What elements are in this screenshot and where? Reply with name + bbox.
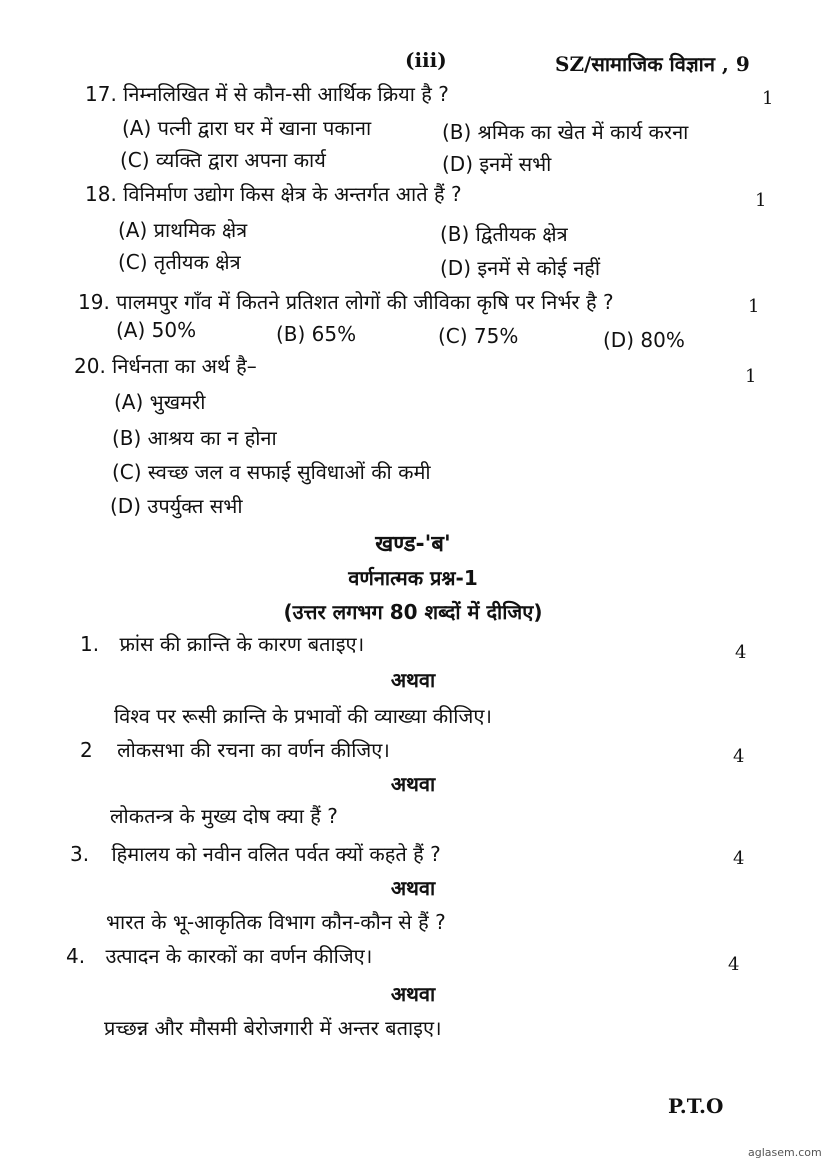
option-a: (A) पत्नी द्वारा घर में खाना पकाना — [122, 116, 372, 140]
pto-label: P.T.O — [668, 1094, 724, 1118]
question-19 — [78, 288, 614, 315]
marks: 4 — [728, 954, 740, 975]
question-text: विनिर्माण उद्योग किस क्षेत्र के अन्तर्गत आते हैं ? — [123, 182, 462, 206]
option-c: (C) स्वच्छ जल व सफाई सुविधाओं की कमी — [112, 460, 431, 484]
question-text: लोकसभा की रचना का वर्णन कीजिए। — [117, 738, 390, 762]
or-label: अथवा — [390, 876, 436, 900]
section-title: खण्ड-'ब' — [375, 532, 451, 557]
question-number: 19. — [78, 290, 110, 314]
or-label: अथवा — [390, 668, 436, 692]
question-number: 2 — [80, 738, 93, 762]
question-text: फ्रांस की क्रान्ति के कारण बताइए। — [119, 632, 365, 656]
watermark: aglasem.com — [748, 1146, 822, 1159]
descriptive-question-1 — [80, 630, 364, 657]
option-a: (A) 50% — [116, 318, 197, 342]
question-number: 4. — [66, 944, 86, 968]
alternative-question: प्रच्छन्न और मौसमी बेरोजगारी में अन्तर बताइए। — [104, 1016, 442, 1040]
section-instruction: (उत्तर लगभग 80 शब्दों में दीजिए) — [283, 600, 543, 624]
question-17 — [85, 80, 449, 107]
question-text: पालमपुर गाँव में कितने प्रतिशत लोगों की जीविका कृषि पर निर्भर है ? — [116, 290, 614, 314]
descriptive-question-4 — [66, 942, 372, 969]
option-a: (A) भुखमरी — [114, 390, 206, 414]
question-number: 3. — [70, 842, 90, 866]
marks: 1 — [748, 296, 760, 317]
option-a: (A) प्राथमिक क्षेत्र — [118, 218, 248, 242]
marks: 1 — [745, 366, 757, 387]
option-b: (B) आश्रय का न होना — [112, 426, 277, 450]
question-number: 1. — [80, 632, 100, 656]
question-number: 20. — [74, 354, 106, 378]
option-c: (C) 75% — [438, 324, 519, 348]
descriptive-question-3 — [70, 840, 441, 867]
marks: 4 — [735, 642, 747, 663]
or-label: अथवा — [390, 772, 436, 796]
marks: 1 — [762, 88, 774, 109]
page-number: (iii) — [405, 48, 447, 72]
or-label: अथवा — [390, 982, 436, 1006]
question-20 — [74, 352, 257, 379]
option-d: (D) 80% — [603, 328, 685, 352]
option-c: (C) व्यक्ति द्वारा अपना कार्य — [120, 148, 326, 172]
marks: 4 — [733, 746, 745, 767]
alternative-question: भारत के भू-आकृतिक विभाग कौन-कौन से हैं ? — [106, 910, 446, 934]
question-text: हिमालय को नवीन वलित पर्वत क्यों कहते हैं ? — [111, 842, 441, 866]
option-c: (C) तृतीयक क्षेत्र — [118, 250, 241, 274]
marks: 1 — [755, 190, 767, 211]
question-number: 17. — [85, 82, 117, 106]
section-subtitle: वर्णनात्मक प्रश्न-1 — [348, 566, 478, 590]
alternative-question: लोकतन्त्र के मुख्य दोष क्या हैं ? — [110, 804, 338, 828]
question-text: निर्धनता का अर्थ है– — [112, 354, 257, 378]
question-text: निम्नलिखित में से कौन-सी आर्थिक क्रिया है ? — [123, 82, 449, 106]
option-b: (B) श्रमिक का खेत में कार्य करना — [442, 120, 689, 144]
option-d: (D) इनमें से कोई नहीं — [440, 256, 601, 280]
option-b: (B) द्वितीयक क्षेत्र — [440, 222, 568, 246]
marks: 4 — [733, 848, 745, 869]
question-18 — [85, 180, 462, 207]
question-number: 18. — [85, 182, 117, 206]
option-b: (B) 65% — [276, 322, 357, 346]
option-d: (D) इनमें सभी — [442, 152, 552, 176]
descriptive-question-2 — [80, 736, 390, 763]
alternative-question: विश्व पर रूसी क्रान्ति के प्रभावों की व्याख्या कीजिए। — [114, 704, 492, 728]
option-d: (D) उपर्युक्त सभी — [110, 494, 243, 518]
paper-code: SZ/सामाजिक विज्ञान , 9 — [555, 52, 750, 76]
question-text: उत्पादन के कारकों का वर्णन कीजिए। — [105, 944, 373, 968]
